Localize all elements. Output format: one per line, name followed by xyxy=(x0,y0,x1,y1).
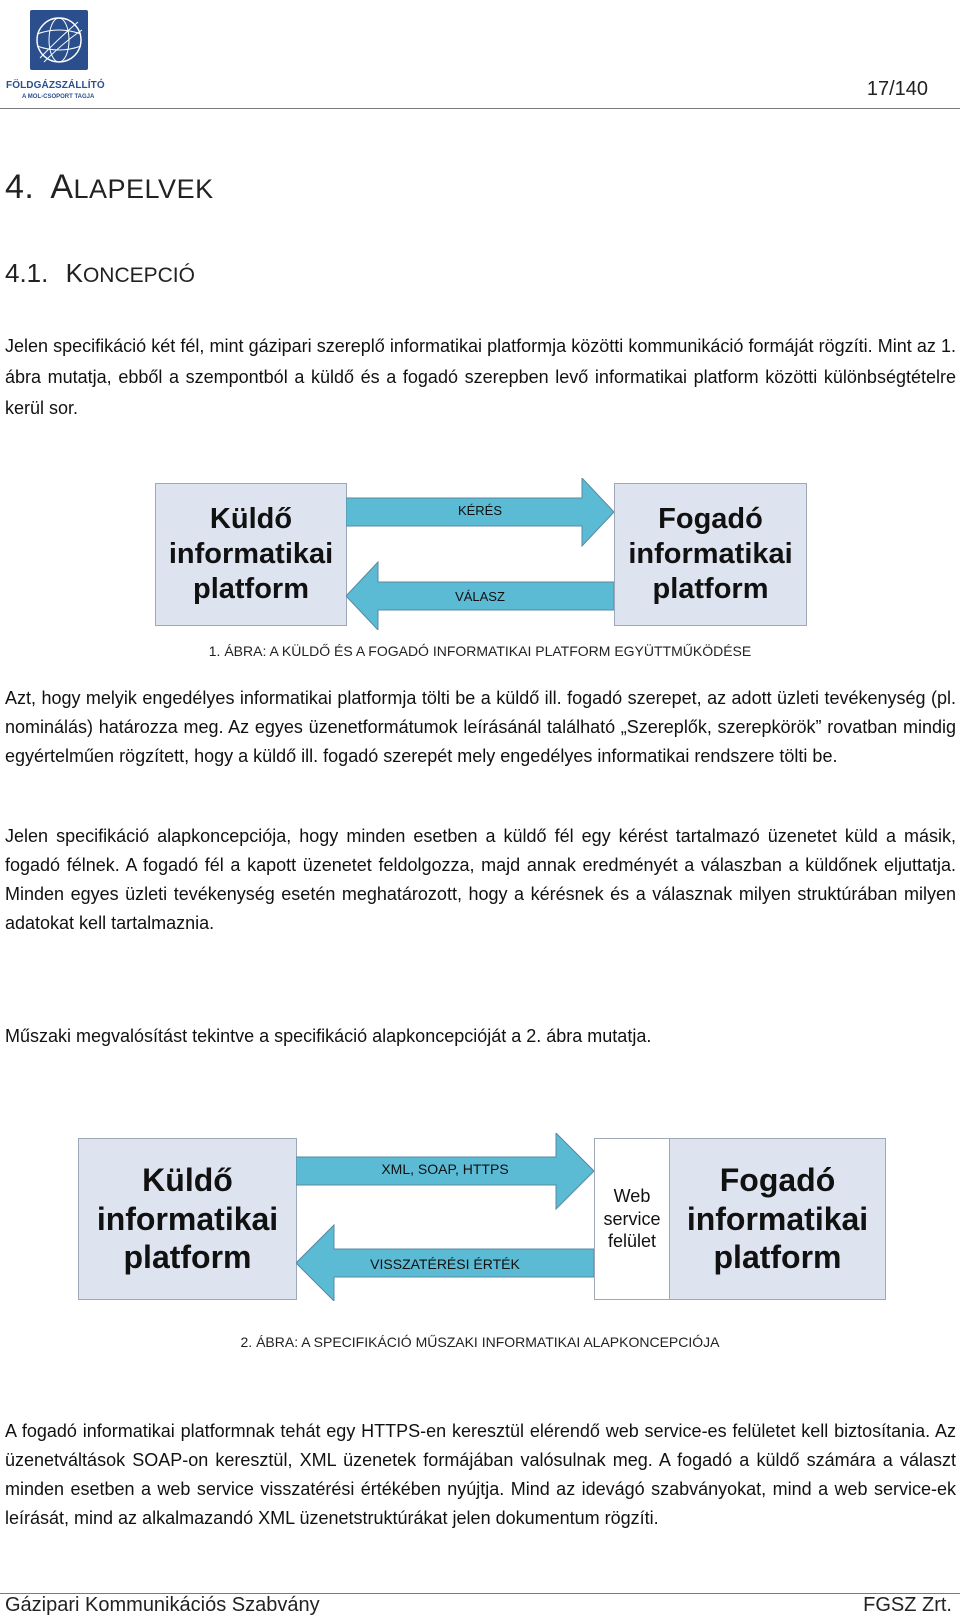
figure2-ws-line1: Web xyxy=(613,1186,651,1207)
section-title-rest: LAPELVEK xyxy=(73,174,214,204)
section-heading xyxy=(5,168,214,207)
subsection-title-rest: ONCEPCIÓ xyxy=(82,264,195,287)
paragraph-roles: Azt, hogy melyik engedélyes informatikai platformja tölti be a küldő ill. fogadó szerepet, az adott üzleti tevékenység (pl. nominálás) határozza meg. Az egyes üzenetformátumok leírásánál található „Szereplők, szerepkörök” rovatban mindig egyértelműen rögzített, hogy a küldő ill. fogadó szerepét mely engedélyes informatikai rendszere tölti be. xyxy=(5,688,956,766)
paragraph-concept: Jelen specifikáció alapkoncepciója, hogy minden esetben a küldő fél egy kérést tartalmazó üzenetet küld a másik, fogadó félnek. A fogadó fél a kapott üzenetet feldolgozza, majd annak eredményét a válaszban a küldőnek eljuttatja. Minden egyes üzleti tevékenység esetén meghatározott, hogy a kérésnek és a válasznak milyen struktúrában milyen adatokat kell tartalmaznia. xyxy=(5,826,956,933)
figure2-sender-box xyxy=(78,1138,297,1300)
figure2-receiver-box xyxy=(669,1138,886,1300)
section-title-initial: A xyxy=(50,168,74,206)
figure2-sender-line3: platform xyxy=(123,1239,252,1276)
figure2-receiver-line2: informatikai xyxy=(686,1200,869,1237)
figure2-sender-line2: informatikai xyxy=(96,1200,279,1237)
figure2-web-service-box xyxy=(594,1138,670,1300)
logo-text: FÖLDGÁZSZÁLLÍTÓ xyxy=(6,80,105,91)
figure1-sender-line2: informatikai xyxy=(168,538,334,571)
figure1-receiver-line3: platform xyxy=(652,572,769,605)
header-divider xyxy=(0,108,960,109)
figure1-response-label: VÁLASZ xyxy=(455,589,505,604)
figure2-ws-line3: felület xyxy=(607,1231,657,1252)
footer-company: FGSZ Zrt. xyxy=(863,1594,952,1616)
paragraph-technical: Műszaki megvalósítást tekintve a specifikáció alapkoncepcióját a 2. ábra mutatja. xyxy=(5,1026,652,1046)
figure2-ws-line2: service xyxy=(603,1208,661,1229)
figure2-receiver-line3: platform xyxy=(713,1239,842,1276)
paragraph-webservice: A fogadó informatikai platformnak tehát egy HTTPS-en keresztül elérendő web service-es felületet kell biztosítania. Az üzenetváltások SOAP-on keresztül, XML üzenetek formájában valósulnak meg. A fogadó a küldő számára a választ minden esetben a web service visszatérési értékében nyújtja. Mind az idevágó szabványokat, mind a web service-ek leírását, mind az alkalmazandó XML üzenetstruktúrákat jelen dokumentum rögzíti. xyxy=(5,1421,956,1528)
paragraph-intro: Jelen specifikáció két fél, mint gázipari szereplő informatikai platformja közötti kommunikáció formáját rögzíti. Mint az 1. ábra mutatja, ebből a szempontból a küldő és a fogadó szerepben levő informatikai platform közötti különbségtételre kerül sor. xyxy=(5,336,956,418)
subsection-title-initial: K xyxy=(65,258,83,288)
footer-title: Gázipari Kommunikációs Szabvány xyxy=(5,1594,320,1616)
figure1-arrows xyxy=(346,478,614,630)
figure1-sender-line3: platform xyxy=(193,572,309,605)
figure2-sender-line1: Küldő xyxy=(142,1162,233,1199)
figure1-receiver-box xyxy=(614,483,807,626)
figure2-arrows xyxy=(296,1133,594,1301)
figure1-sender-line1: Küldő xyxy=(209,503,293,536)
figure2-request-label: XML, SOAP, HTTPS xyxy=(381,1161,509,1177)
figure2-caption: 2. ÁBRA: A SPECIFIKÁCIÓ MŰSZAKI INFORMATIKAI ALAPKONCEPCIÓJA xyxy=(240,1334,720,1350)
figure1-sender-box xyxy=(155,483,347,626)
figure2-response-label: VISSZATÉRÉSI ÉRTÉK xyxy=(370,1256,520,1272)
subsection-heading xyxy=(5,258,195,289)
figure1-receiver-line1: Fogadó xyxy=(658,503,763,536)
section-number: 4. xyxy=(5,168,35,206)
company-logo xyxy=(4,8,116,98)
logo-globe-icon xyxy=(4,8,116,80)
figure1-receiver-line2: informatikai xyxy=(628,538,793,571)
figure1-request-label: KÉRÉS xyxy=(457,503,503,518)
page-number: 17/140 xyxy=(866,78,928,100)
logo-subtext: A MOL-CSOPORT TAGJA xyxy=(22,94,95,100)
figure2-receiver-line1: Fogadó xyxy=(719,1162,836,1199)
subsection-number: 4.1. xyxy=(5,258,49,288)
figure1-caption: 1. ÁBRA: A KÜLDŐ ÉS A FOGADÓ INFORMATIKAI PLATFORM EGYÜTTMŰKÖDÉSE xyxy=(208,643,752,659)
